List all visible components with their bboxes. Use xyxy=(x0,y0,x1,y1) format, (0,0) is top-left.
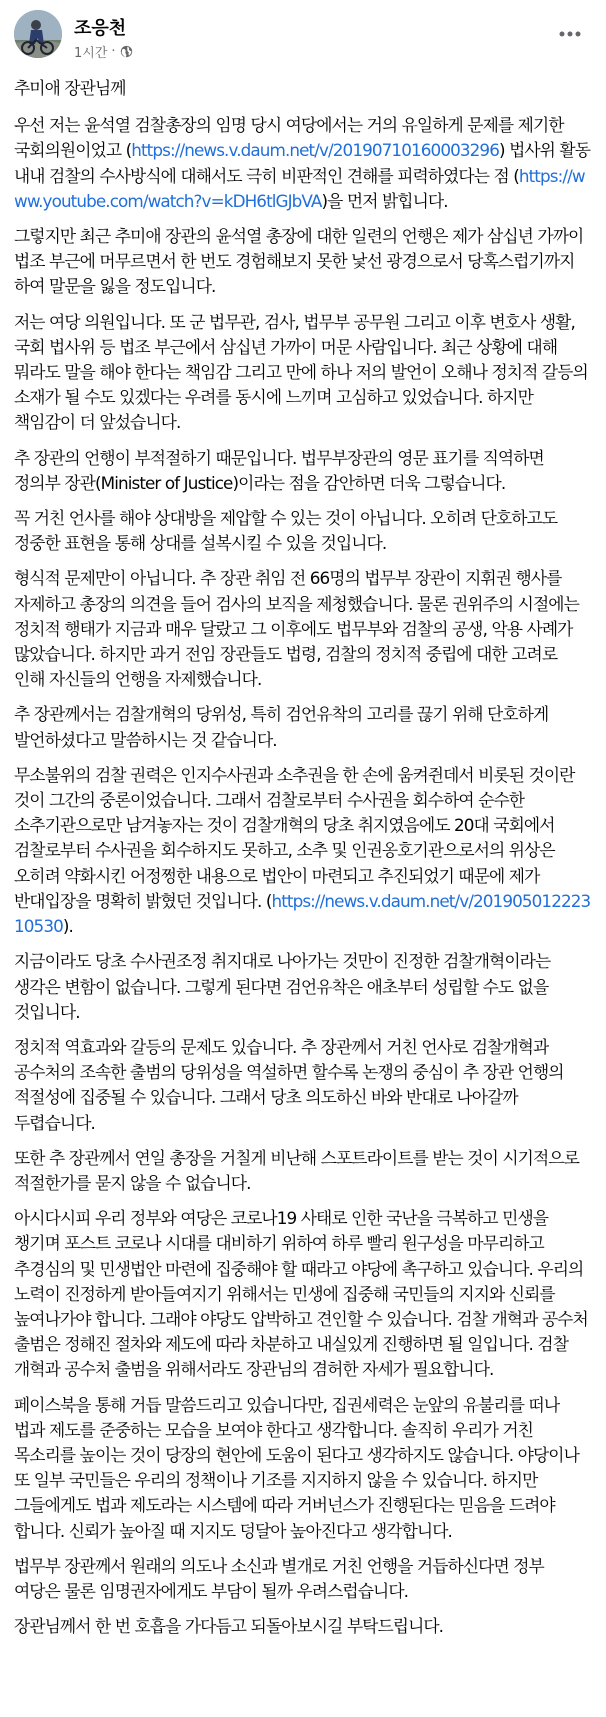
post-paragraph-7: 추 장관께서는 검찰개혁의 당위성, 특히 검언유착의 고리를 끊기 위해 단호하게 발언하셨다고 말씀하시는 것 같습니다. xyxy=(14,704,549,750)
youtube-link[interactable]: https://www.youtube.com/watch?v=kDH6tlGJbVA xyxy=(14,165,585,211)
post-timestamp[interactable]: 1시간 xyxy=(74,46,108,61)
daum-news-link-1[interactable]: https://news.v.daum.net/v/20190710160003296 xyxy=(131,140,499,161)
globe-icon[interactable] xyxy=(120,45,133,58)
para8-text-b: ). xyxy=(62,916,73,937)
post-paragraph-5: 꼭 거친 언사를 해야 상대방을 제압할 수 있는 것이 아닙니다. 오히려 단호하고도 정중한 표현을 통해 상대를 설복시킬 수 있을 것입니다. xyxy=(14,508,558,554)
post-paragraph-10: 정치적 역효과와 갈등의 문제도 있습니다. 추 장관께서 거친 언사로 검찰개혁과 공수처의 조속한 출범의 당위성을 역설하면 할수록 논쟁의 중심이 추 장관 언행의 적절성에 집중될 수 있습니다. 그래서 당초 의도하신 바와 반대로 나아갈까 두렵습니다. xyxy=(14,1036,564,1133)
daum-news-link-2[interactable]: https://news.v.daum.net/v/20190501222310530 xyxy=(14,890,591,937)
post-paragraph-9: 지금이라도 당초 수사권조정 취지대로 나아가는 것만이 진정한 검찰개혁이라는 생각은 변함이 없습니다. 그렇게 된다면 검언유착은 애초부터 성립할 수도 없을 것입니다. xyxy=(14,951,551,1022)
more-horizontal-icon xyxy=(559,31,581,37)
post-paragraph-2: 그렇지만 최근 추미애 장관의 윤석열 총장에 대한 일련의 언행은 제가 삼십년 가까이 법조 부근에 머무르면서 한 번도 경험해보지 못한 낯선 광경으로서 당혹스럽기까지 하여 말문을 잃을 정도입니다. xyxy=(14,226,584,297)
post-paragraph-11: 또한 추 장관께서 연일 총장을 거칠게 비난해 스포트라이트를 받는 것이 시기적으로 적절한가를 묻지 않을 수 없습니다. xyxy=(14,1147,579,1193)
post-greeting: 추미애 장관님께 xyxy=(14,78,126,98)
avatar-photo-icon xyxy=(14,10,62,58)
post-paragraph-1 xyxy=(14,113,592,214)
more-options-button[interactable] xyxy=(552,16,588,52)
post-paragraph-8 xyxy=(14,763,592,939)
para1-text-b: ) 법사위 활동 내내 검찰의 수사방식에 대해서도 극히 비판적인 견해를 피력하였다는 점 ( xyxy=(14,140,591,186)
post-paragraph-6: 형식적 문제만이 아닙니다. 추 장관 취임 전 66명의 법무부 장관이 지휘권 행사를 자제하고 총장의 의견을 들어 검사의 보직을 제청했습니다. 물론 권위주의 시절에는 정치적 행태가 지금과 매우 달랐고 그 이후에도 법무부와 검찰의 공생, 악용 사례가 많았습니다. 하지만 과거 전임 장관들도 법령, 검찰의 정치적 중립에 대한 고려로 인해 자신들의 언행을 자제했습니다. xyxy=(14,568,579,690)
para1-text-a: 우선 저는 윤석열 검찰총장의 임명 당시 여당에서는 거의 유일하게 문제를 제기한 국회의원이었고 ( xyxy=(14,115,564,161)
post-paragraph-13: 페이스북을 통해 거듭 말씀드리고 있습니다만, 집권세력은 눈앞의 유불리를 떠나 법과 제도를 준중하는 모습을 보여야 한다고 생각합니다. 솔직히 우리가 거친 목소리를 높이는 것이 당장의 현안에 도움이 된다고 생각하지도 않습니다. 야당이나 또 일부 국민들은 우리의 정책이나 기조를 지지하지 않을 수 있습니다. 하지만 그들에게도 법과 제도라는 시스템에 따라 거버넌스가 진행된다는 믿음을 드려야 합니다. 신뢰가 높아질 때 지지도 덩달아 높아진다고 생각합니다. xyxy=(14,1394,579,1541)
para1-text-c: )을 먼저 밝힙니다. xyxy=(321,190,448,211)
author-avatar[interactable] xyxy=(14,10,62,58)
meta-separator: · xyxy=(111,44,116,59)
post-paragraph-12: 아시다시피 우리 정부와 여당은 코로나19 사태로 인한 국난을 극복하고 민생을 챙기며 포스트 코로나 시대를 대비하기 위하여 하루 빨리 원구성을 마무리하고 추경심의 및 민생법안 마련에 집중해야 할 때라고 야당에 촉구하고 있습니다. 우리의 노력이 진정하게 받아들여지기 위해서는 민생에 집중해 국민들의 지지와 신뢰를 높여나가야 합니다. 그래야 야당도 압박하고 견인할 수 있습니다. 검찰 개혁과 공수처 출범은 정해진 절차와 제도에 따라 차분하고 내실있게 진행하면 될 일입니다. 검찰 개혁과 공수처 출범을 위해서라도 장관님의 겸허한 자세가 필요합니다. xyxy=(14,1208,588,1380)
post-paragraph-14: 법무부 장관께서 원래의 의도나 소신과 별개로 거친 언행을 거듭하신다면 정부 여당은 물론 임명권자에게도 부담이 될까 우려스럽습니다. xyxy=(14,1555,544,1601)
post-body xyxy=(14,76,592,1639)
para8-text-a: 무소불위의 검찰 권력은 인지수사권과 소추권을 한 손에 움켜쥔데서 비롯된 것이란 것이 그간의 중론이었습니다. 그래서 검찰로부터 수사권을 회수하여 순수한 소추기관으로만 남겨놓자는 것이 검찰개혁의 당초 취지였음에도 20대 국회에서 검찰로부터 수사권을 회수하지도 못하고, 소추 및 인권옹호기관으로서의 위상은 오히려 약화시킨 어정쩡한 내용으로 법안이 마련되고 추진되었기 때문에 제가 반대입장을 명확히 밝혔던 것입니다. ( xyxy=(14,764,575,911)
post-paragraph-4: 추 장관의 언행이 부적절하기 때문입니다. 법무부장관의 영문 표기를 직역하면 정의부 장관(Minister of Justice)이라는 점을 감안하면 더욱 그렇습니다. xyxy=(14,447,544,493)
post-paragraph-15: 장관님께서 한 번 호흡을 가다듬고 되돌아보시길 부탁드립니다. xyxy=(14,1616,444,1637)
post-meta xyxy=(74,42,133,61)
post-header xyxy=(14,10,592,64)
author-name[interactable]: 조응천 xyxy=(74,18,127,39)
post-paragraph-3: 저는 여당 의원입니다. 또 군 법무관, 검사, 법무부 공무원 그리고 이후 변호사 생활, 국회 법사위 등 법조 부근에서 삼십년 가까이 머문 사람입니다. 최근 상황에 대해 뭐라도 말을 해야 한다는 책임감 그리고 만에 하나 저의 발언이 오해나 정치적 갈등의 소재가 될 수도 있겠다는 우려를 동시에 느끼며 고심하고 있었습니다. 하지만 책임감이 더 앞섰습니다. xyxy=(14,311,588,433)
